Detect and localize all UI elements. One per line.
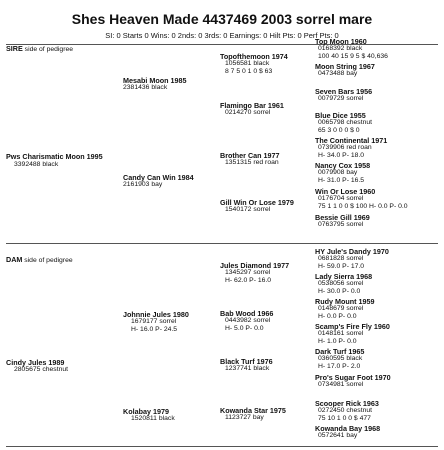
sire-ggp-3-reg: 1351315 red roan — [225, 159, 279, 166]
dam-gggp-4-reg: 0148161 sorrel — [318, 330, 364, 337]
dam-reg: 2805675 chestnut — [14, 366, 69, 373]
stats-line: SI: 0 Starts 0 Wins: 0 2nds: 0 3rds: 0 Earnings: 0 Hilt Pts: 0 Perf Pts: 0 — [105, 31, 339, 40]
dam-gggp-6-name: Pro's Sugar Foot 1970 — [315, 373, 391, 382]
dam-gggp-5-record: H- 17.0 P- 2.0 — [318, 363, 361, 370]
sire-gggp-5-name: The Continental 1971 — [315, 136, 388, 145]
dam-ggp-2-name: Bab Wood 1966 — [220, 309, 274, 318]
dam-gp-1-record: H- 16.0 P- 24.5 — [131, 326, 178, 333]
dam-gp-1-reg: 1679177 sorrel — [131, 318, 177, 325]
dam-gggp-8-reg: 0572641 bay — [318, 432, 358, 439]
sire-gggp-2-name: Moon String 1967 — [315, 62, 375, 71]
sire-gggp-6-reg: 0079908 bay — [318, 169, 358, 176]
sire-side-label — [6, 45, 73, 54]
sire-gggp-4-record: 65 3 0 0 0 $ 0 — [318, 127, 360, 134]
dam-ggp-3-reg: 1237741 black — [225, 365, 270, 372]
sire-ggp-3-name: Brother Can 1977 — [220, 151, 280, 160]
sire-gggp-6-record: H- 31.0 P- 16.5 — [318, 177, 365, 184]
dam-gggp-3-record: H- 0.0 P- 0.0 — [318, 313, 357, 320]
dam-side-label-bold: DAM — [6, 255, 23, 264]
dam-gggp-2-reg: 0538056 sorrel — [318, 280, 364, 287]
sire-gggp-8-name: Bessie Gill 1969 — [315, 213, 370, 222]
sire-name: Pws Charismatic Moon 1995 — [6, 152, 103, 161]
dam-side-label-rest: side of pedigree — [22, 257, 73, 264]
sire-gggp-7-record: 75 1 1 0 0 $ 100 H- 0.0 P- 0.0 — [318, 203, 408, 210]
dam-ggp-2-reg: 0443982 sorrel — [225, 317, 271, 324]
sire-ggp-2-reg: 0214270 sorrel — [225, 109, 271, 116]
dam-ggp-4-name: Kowanda Star 1975 — [220, 406, 286, 415]
dam-gp-1-name: Johnnie Jules 1980 — [123, 310, 189, 319]
sire-ggp-2-name: Flamingo Bar 1961 — [220, 101, 284, 110]
sire-gggp-3-reg: 0079729 sorrel — [318, 95, 364, 102]
dam-ggp-4-reg: 1123727 bay — [225, 414, 264, 421]
sire-gggp-3-name: Seven Bars 1956 — [315, 87, 373, 96]
dam-gggp-8-name: Kowanda Bay 1968 — [315, 424, 381, 433]
sire-ggp-1-name: Topofthemoon 1974 — [220, 52, 288, 61]
dam-gggp-2-name: Lady Sierra 1968 — [315, 272, 373, 281]
sire-gggp-1-reg: 0168392 black — [318, 45, 363, 52]
dam-gggp-4-name: Scamp's Fire Fly 1960 — [315, 322, 390, 331]
dam-ggp-1-record: H- 62.0 P- 16.0 — [225, 277, 272, 284]
sire-gggp-1-name: Top Moon 1960 — [315, 37, 367, 46]
sire-side-label-rest: side of pedigree — [22, 46, 74, 53]
dam-gp-2-reg: 1520811 black — [131, 415, 175, 422]
sire-gggp-7-reg: 0176704 sorrel — [318, 195, 364, 202]
sire-gp-2-reg: 2161903 bay — [123, 181, 163, 188]
dam-gggp-5-reg: 0360595 black — [318, 355, 363, 362]
dam-gggp-3-reg: 0148679 sorrel — [318, 305, 364, 312]
dam-gggp-1-name: HY Jule's Dandy 1970 — [315, 247, 389, 256]
divider-bottom — [6, 446, 438, 447]
sire-gp-1-name: Mesabi Moon 1985 — [123, 76, 187, 85]
dam-gggp-1-record: H- 59.0 P- 17.0 — [318, 263, 365, 270]
sire-gggp-8-reg: 0763795 sorrel — [318, 221, 364, 228]
dam-gggp-4-record: H- 1.0 P- 0.0 — [318, 338, 357, 345]
dam-gggp-7-name: Scooper Rick 1963 — [315, 399, 379, 408]
sire-gggp-5-record: H- 34.0 P- 18.0 — [318, 152, 365, 159]
sire-side-label-bold: SIRE — [6, 44, 23, 53]
sire-gggp-4-name: Blue Dice 1955 — [315, 111, 366, 120]
page-title: Shes Heaven Made 4437469 2003 sorrel mare — [71, 11, 373, 27]
sire-gggp-6-name: Nancy Cox 1958 — [315, 161, 371, 170]
dam-name: Cindy Jules 1989 — [6, 358, 65, 367]
sire-ggp-4-name: Gill Win Or Lose 1979 — [220, 198, 294, 207]
sire-gggp-5-reg: 0739906 red roan — [318, 144, 372, 151]
sire-gggp-1-record: 100 40 15 9 5 $ 40,636 — [318, 53, 388, 60]
dam-gp-2-name: Kolabay 1979 — [123, 407, 169, 416]
dam-gggp-1-reg: 0681828 sorrel — [318, 255, 364, 262]
dam-gggp-6-reg: 0734981 sorrel — [318, 381, 364, 388]
dam-ggp-3-name: Black Turf 1976 — [220, 357, 273, 366]
sire-ggp-1-reg: 1056581 black — [225, 60, 270, 67]
dam-gggp-3-name: Rudy Mount 1959 — [315, 297, 375, 306]
dam-gggp-2-record: H- 30.0 P- 0.0 — [318, 288, 361, 295]
dam-ggp-2-record: H- 5.0 P- 0.0 — [225, 325, 264, 332]
sire-gggp-2-reg: 0473488 bay — [318, 70, 358, 77]
sire-gggp-7-name: Win Or Lose 1960 — [315, 187, 376, 196]
dam-side-label — [6, 256, 73, 265]
dam-ggp-1-reg: 1345297 sorrel — [225, 269, 271, 276]
sire-gp-1-reg: 2381436 black — [123, 84, 168, 91]
dam-ggp-1-name: Jules Diamond 1977 — [220, 261, 290, 270]
dam-gggp-7-reg: 0272450 chestnut — [318, 407, 373, 414]
dam-gggp-7-record: 75 10 1 0 0 $ 477 — [318, 415, 371, 422]
sire-ggp-4-reg: 1540172 sorrel — [225, 206, 271, 213]
sire-reg: 3392488 black — [14, 161, 59, 168]
sire-gggp-4-reg: 0065798 chestnut — [318, 119, 373, 126]
sire-ggp-1-record: 8 7 5 0 1 0 $ 63 — [225, 68, 273, 75]
dam-gggp-5-name: Dark Turf 1965 — [315, 347, 365, 356]
sire-gp-2-name: Candy Can Win 1984 — [123, 173, 194, 182]
divider-middle — [6, 243, 438, 244]
